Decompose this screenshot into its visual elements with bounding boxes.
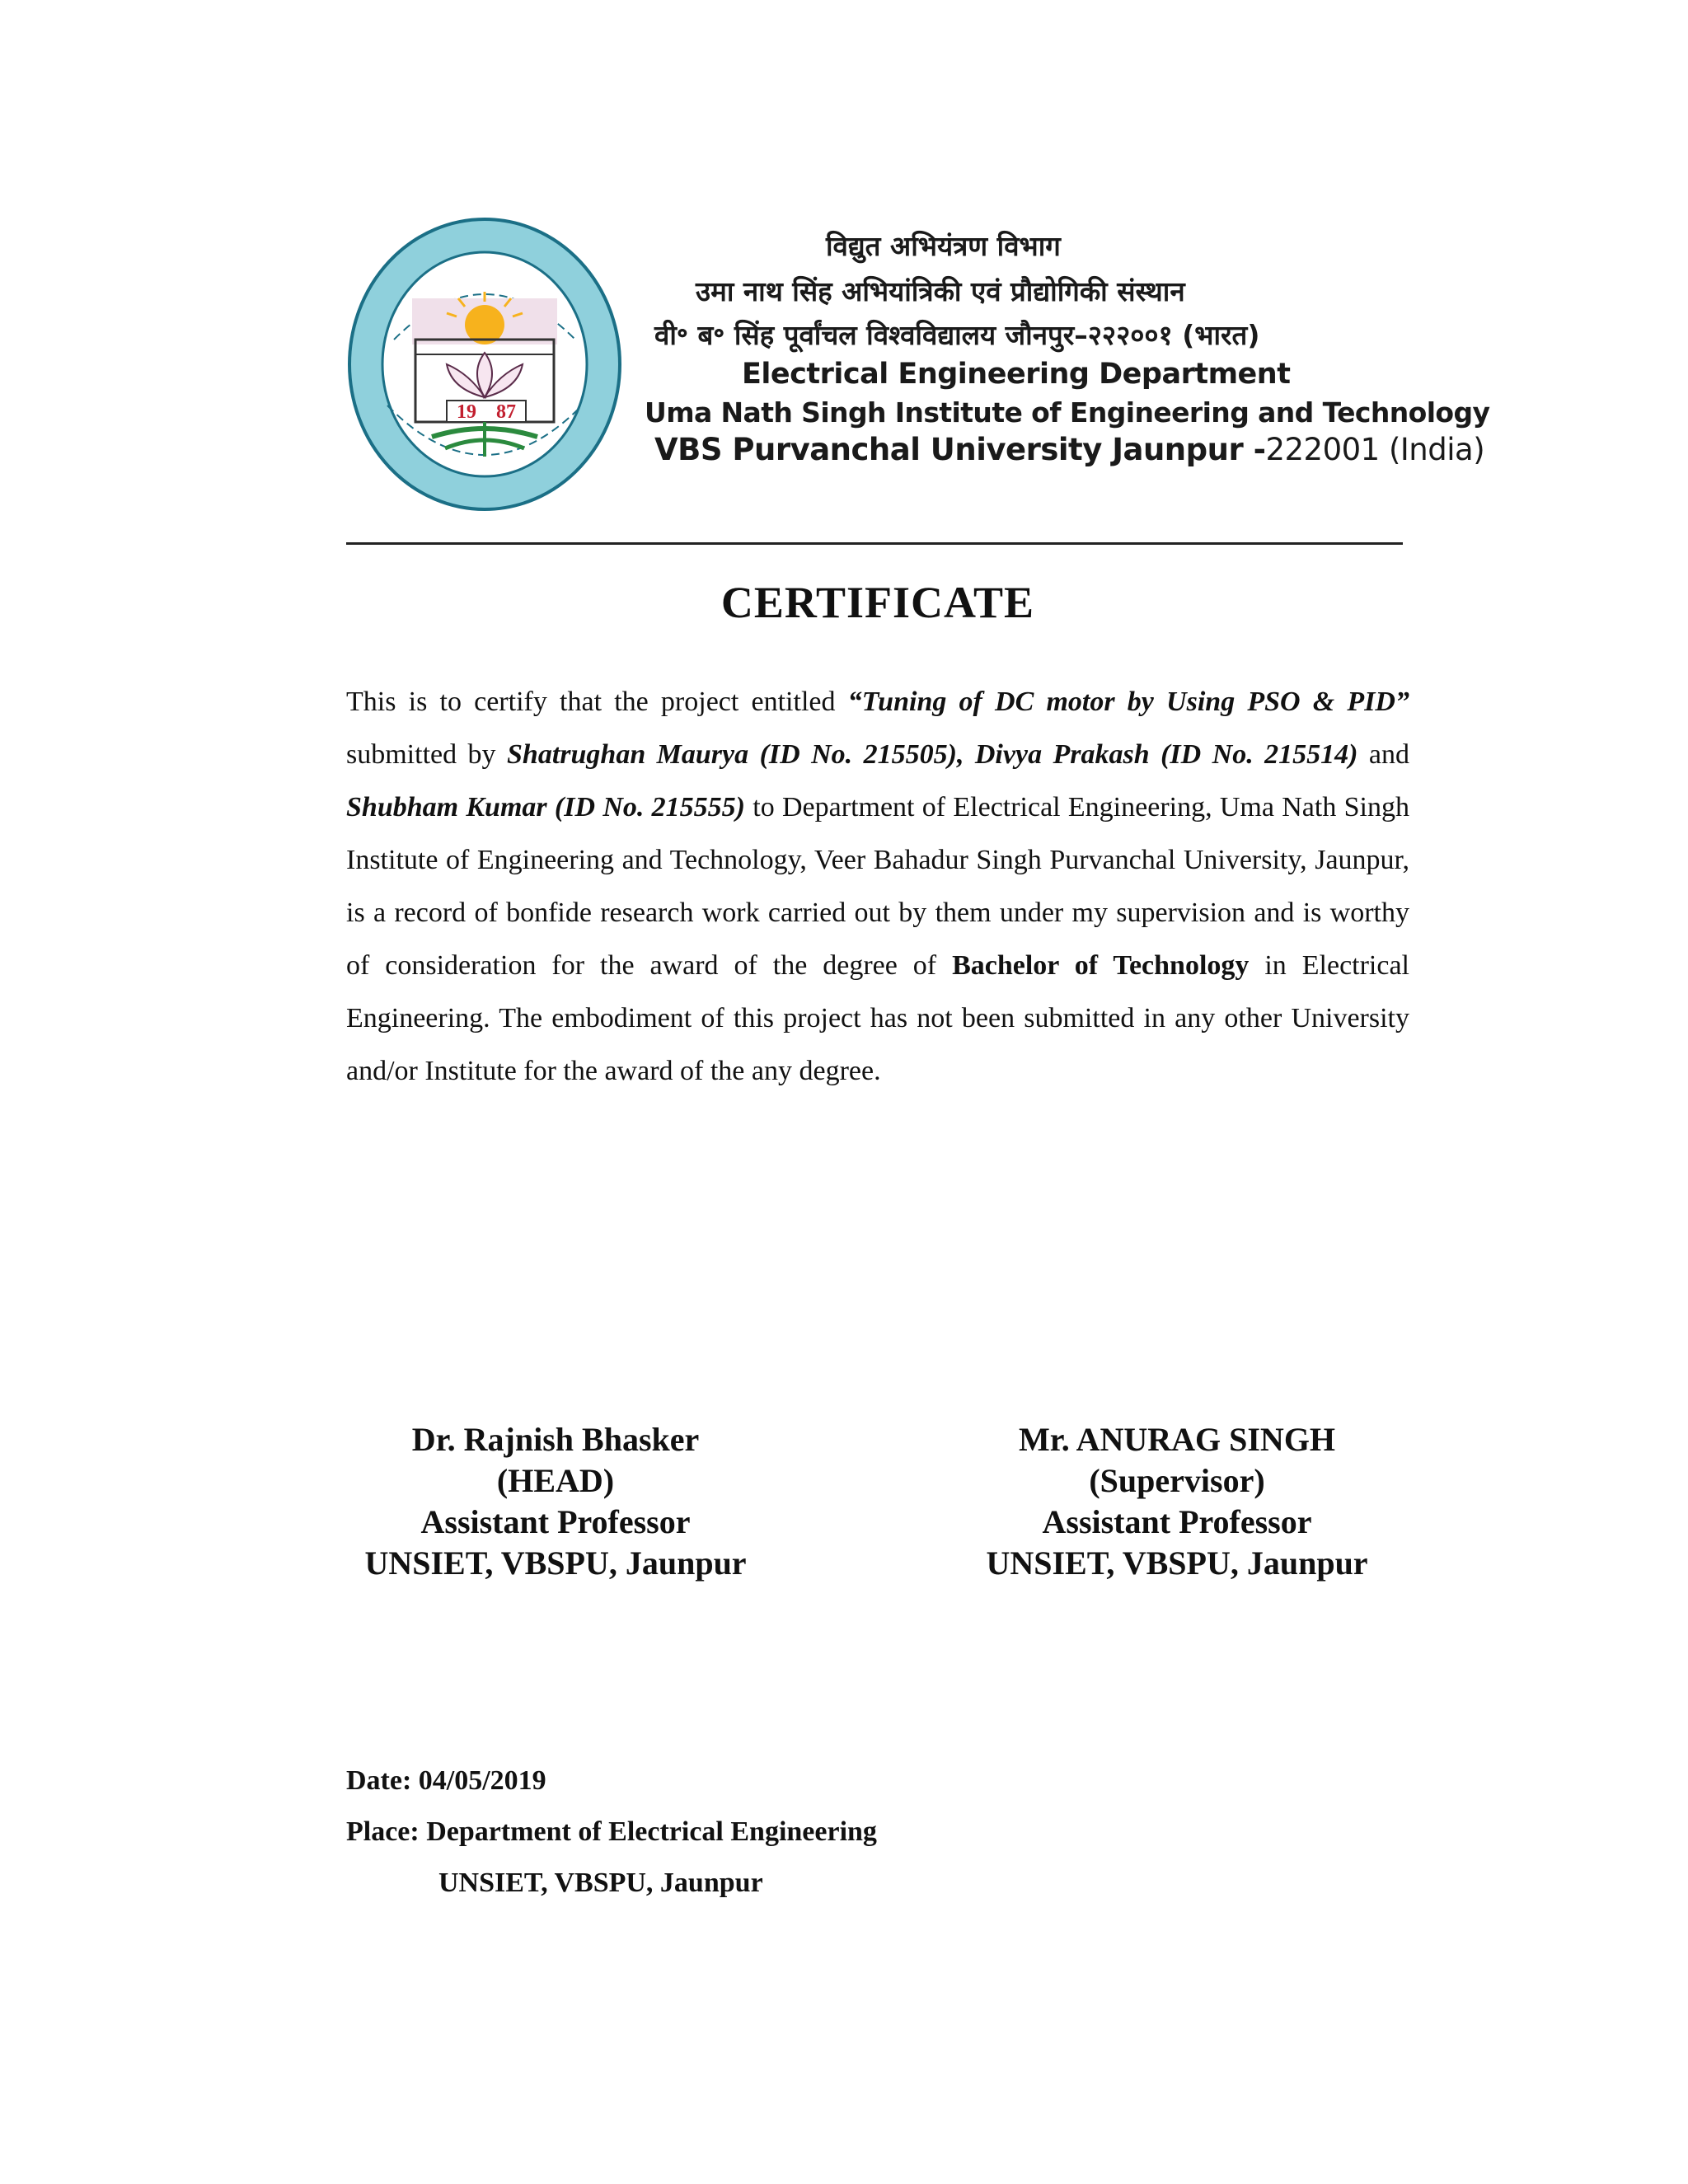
signatory-name: Dr. Rajnish Bhasker [411,1421,700,1458]
signatory-name: Mr. ANURAG SINGH [1018,1421,1336,1458]
institute-name: Uma Nath Singh Institute of Engineering and Technology [645,396,1490,429]
university-name-text: VBS Purvanchal University Jaunpur - [654,432,1266,467]
degree-name: Bachelor of Technology [952,950,1250,981]
signatory-supervisor [963,1419,1391,1584]
signatory-role: (Supervisor) [1089,1462,1265,1499]
certificate-body [346,676,1409,1098]
signatory-designation: Assistant Professor [420,1503,691,1540]
dept-name-hindi: विद्युत अभियंत्रण विभाग [826,230,1061,262]
certificate-date: Date: 04/05/2019 [346,1765,546,1796]
certificate-place: Place: Department of Electrical Engineering [346,1816,877,1847]
body-text-4: to Department of Electrical Engineering, Uma Nath Singh Institute of Engineering and Technology, Veer Bahadur Singh Purvanchal University, Jaunpur, is a record of bonfide research work carried out by them under my supervision and is worthy of consideration for the award of the degree of [346,792,1409,981]
seal-year-right: 87 [496,401,516,423]
university-seal-icon [346,216,623,513]
dept-name: Electrical Engineering Department [742,358,1291,391]
project-title: “Tuning of DC motor by Using PSO & PID” [847,687,1409,717]
body-text-2: submitted by [346,739,507,770]
signatory-affiliation: UNSIET, VBSPU, Jaunpur [364,1544,747,1582]
certificate-title: CERTIFICATE [720,578,1035,627]
letterhead-text [643,230,1490,467]
students-list: Shatrughan Maurya (ID No. 215505), Divya Prakash (ID No. 215514) [507,739,1358,770]
student-3: Shubham Kumar (ID No. 215555) [346,792,745,823]
university-pin: 222001 (India) [1265,432,1485,467]
date-place-block [346,1755,877,1909]
institute-name-hindi: उमा नाथ सिंह अभियांत्रिकी एवं प्रौद्योगिकी संस्थान [696,275,1185,307]
signatory-head [341,1419,770,1584]
header-divider [346,542,1403,545]
certificate-place-line2: UNSIET, VBSPU, Jaunpur [438,1868,763,1898]
signatory-affiliation: UNSIET, VBSPU, Jaunpur [986,1544,1368,1582]
signatory-designation: Assistant Professor [1042,1503,1312,1540]
body-text-3: and [1357,739,1410,770]
body-text-1: This is to certify that the project entitled [346,687,848,717]
university-name [654,432,1485,467]
body-text-5: in Electrical Engineering. The embodiment of this project has not been submitted in any other University and/or Institute for the award of the any degree. [346,950,1409,1086]
seal-year-left: 19 [457,401,476,423]
letterhead [346,216,1490,529]
university-name-hindi: वी॰ ब॰ सिंह पूर्वांचल विश्वविद्यालय जौनपुर–२२२००१ (भारत) [654,319,1260,351]
signatory-role: (HEAD) [496,1462,615,1499]
